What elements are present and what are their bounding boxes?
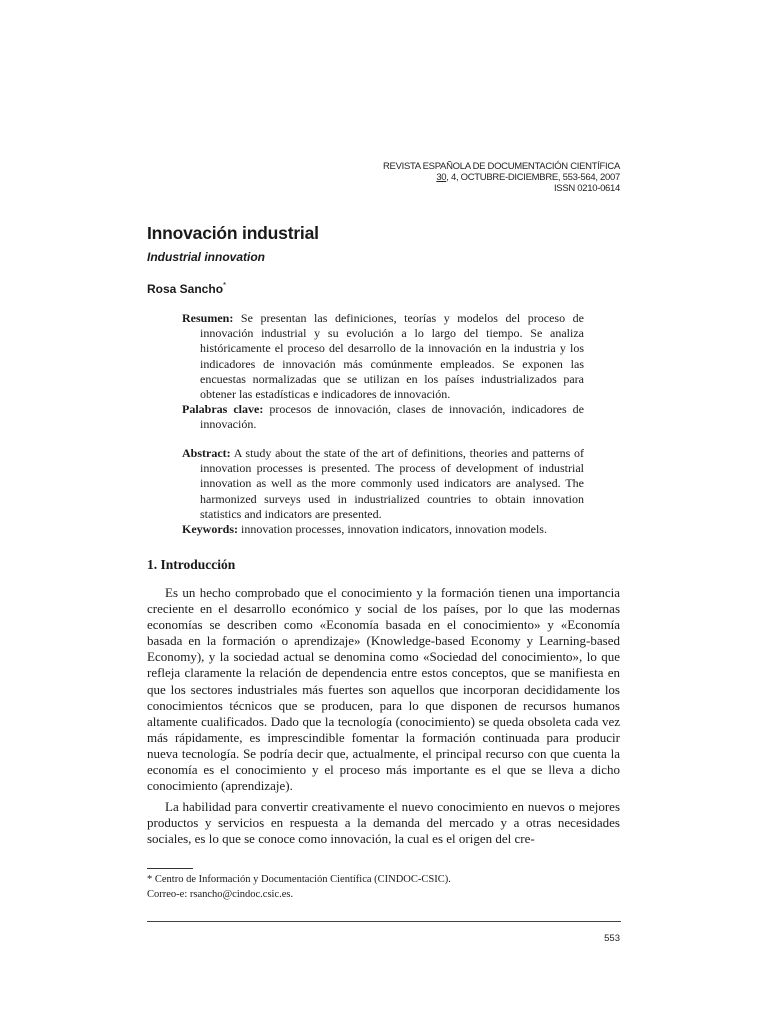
palabras-clave-label: Palabras clave:	[182, 402, 264, 417]
page-bottom-rule	[147, 921, 621, 922]
keywords-paragraph	[182, 522, 584, 537]
journal-volume: 30	[436, 172, 447, 183]
section-body	[147, 585, 620, 853]
body-paragraph-1: Es un hecho comprobado que el conocimiento y la formación tienen una importancia creciente en el desarrollo económico y social de los países, por lo que las modernas economías se describen como «Economía basada en el conocimiento» y «Economía basada en la formación o aprendizaje» (Knowledge-based Economy y Learning-based Economy), y la sociedad actual se denomina como «Sociedad del conocimiento», lo que refleja claramente la relación de dependencia entre estos conceptos, que se manifiesta en que los sectores industriales más fuertes son aquellos que incorporan decididamente los conocimientos técnicos que se producen, para lo que disponen de recursos humanos altamente cualificados. Dado que la tecnología (conocimiento) se queda obsoleta cada vez más rápidamente, es imprescindible fomentar la formación continuada para producir nueva tecnología. Se podría decir que, actualmente, el principal recurso con que cuenta la economía es el conocimiento y el proceso más importante es el que se lleva a dicho conocimiento (aprendizaje).	[147, 585, 620, 794]
journal-issue-line	[200, 172, 620, 183]
journal-issue-info: , 4, OCTUBRE-DICIEMBRE, 553-564, 2007	[446, 172, 620, 183]
author-name: Rosa Sancho	[147, 282, 224, 296]
abstract-english	[182, 446, 584, 537]
abstract-label: Abstract:	[182, 446, 231, 460]
journal-issn: ISSN 0210-0614	[553, 183, 620, 194]
journal-header	[200, 161, 620, 194]
footnote-divider	[147, 868, 193, 869]
keywords-text: innovation processes, innovation indicators, innovation models.	[241, 522, 547, 537]
palabras-clave-text: procesos de innovación, clases de innovación, indicadores de innovación.	[200, 402, 584, 432]
keywords-label: Keywords:	[182, 522, 238, 537]
author-footnote-mark: *	[223, 281, 227, 290]
resumen-paragraph	[182, 311, 584, 402]
journal-name: REVISTA ESPAÑOLA DE DOCUMENTACIÓN CIENTÍFICA	[382, 161, 620, 172]
footnote-affiliation: * Centro de Información y Documentación Científica (CINDOC-CSIC).	[147, 874, 451, 885]
page-number: 553	[604, 933, 620, 944]
article-title: Innovación industrial	[147, 223, 319, 243]
abstract-text: A study about the state of the art of definitions, theories and patterns of innovation processes is presented. The process of development of industrial innovation as well as the more commonly used indicators are analysed. The harmonized surveys used in industrialized countries to obtain innovation statistics and indicators are presented.	[200, 446, 585, 521]
footnotes	[147, 872, 617, 902]
section-heading: 1. Introducción	[147, 557, 236, 572]
palabras-clave-paragraph	[182, 402, 584, 432]
footnote-email: Correo-e: rsancho@cindoc.csic.es.	[147, 889, 294, 900]
article-author	[147, 281, 226, 296]
abstract-spanish	[182, 311, 584, 433]
abstract-paragraph	[182, 446, 584, 522]
body-paragraph-2: La habilidad para convertir creativamente el nuevo conocimiento en nuevos o mejores productos y servicios en respuesta a la demanda del mercado y a otras necesidades sociales, es lo que se conoce como innovación, la cual es el origen del cre-	[147, 799, 620, 847]
article-subtitle: Industrial innovation	[147, 250, 266, 264]
resumen-text: Se presentan las definiciones, teorías y modelos del proceso de innovación industrial y su evolución a lo largo del tiempo. Se analiza históricamente el proceso del desarrollo de la innovación en la industria y los indicadores de innovación más comúnmente empleados. Se exponen las encuestas normalizadas que se utilizan en los países industrializados para obtener las estadísticas e indicadores de innovación.	[200, 311, 584, 402]
resumen-label: Resumen:	[182, 311, 234, 325]
